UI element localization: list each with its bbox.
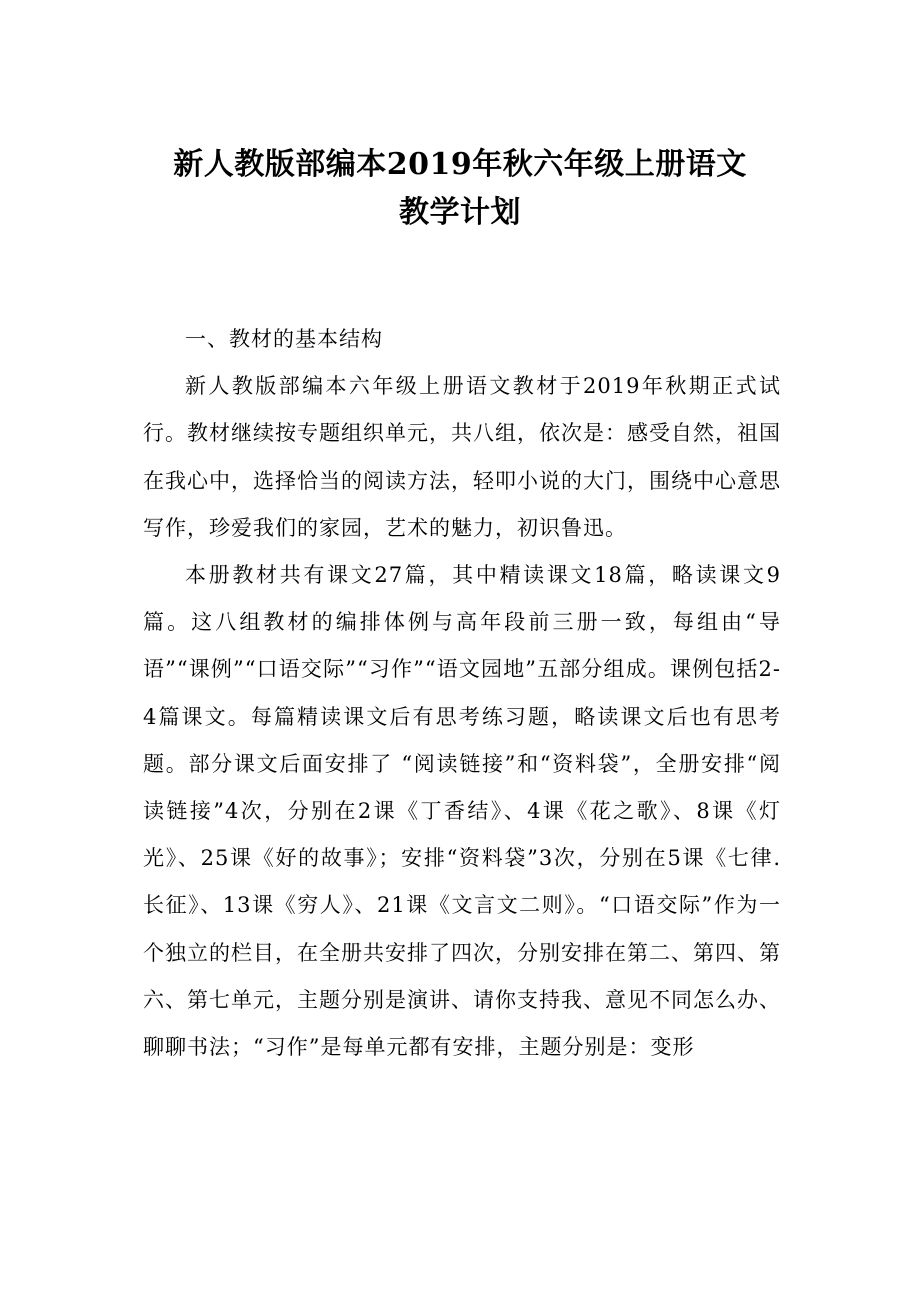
section-heading: 一、教材的基本结构 xyxy=(185,327,383,351)
title-line-1: 新人教版部编本2019年秋六年级上册语文 xyxy=(173,147,747,182)
document-body xyxy=(143,316,781,1071)
document-title xyxy=(0,141,920,237)
paragraph-1: 新人教版部编本六年级上册语文教材于2019年秋期正式试行。教材继续按专题组织单元，共八组，依次是：感受自然，祖国在我心中，选择恰当的阅读方法，轻叩小说的大门，围绕中心意思写作，珍爱我们的家园，艺术的魅力，初识鲁迅。 xyxy=(143,374,781,540)
paragraph-2: 本册教材共有课文27篇，其中精读课文18篇，略读课文9篇。这八组教材的编排体例与高年段前三册一致，每组由“导语”“课例”“口语交际”“习作”“语文园地”五部分组成。课例包括2-4篇课文。每篇精读课文后有思考练习题，略读课文后也有思考题。部分课文后面安排了 “阅读链接”和“资料袋”，全册安排“阅读链接”4次，分别在2课《丁香结》、4课《花之歌》、8课《灯光》、25课《好的故事》；安排“资料袋”3次，分别在5课《七律.长征》、13课《穷人》、21课《文言文二则》。“口语交际”作为一个独立的栏目，在全册共安排了四次，分别安排在第二、第四、第六、第七单元，主题分别是演讲、请你支持我、意见不同怎么办、聊聊书法；“习作”是每单元都有安排，主题分别是：变形 xyxy=(143,563,781,1060)
title-line-2: 教学计划 xyxy=(399,195,521,230)
